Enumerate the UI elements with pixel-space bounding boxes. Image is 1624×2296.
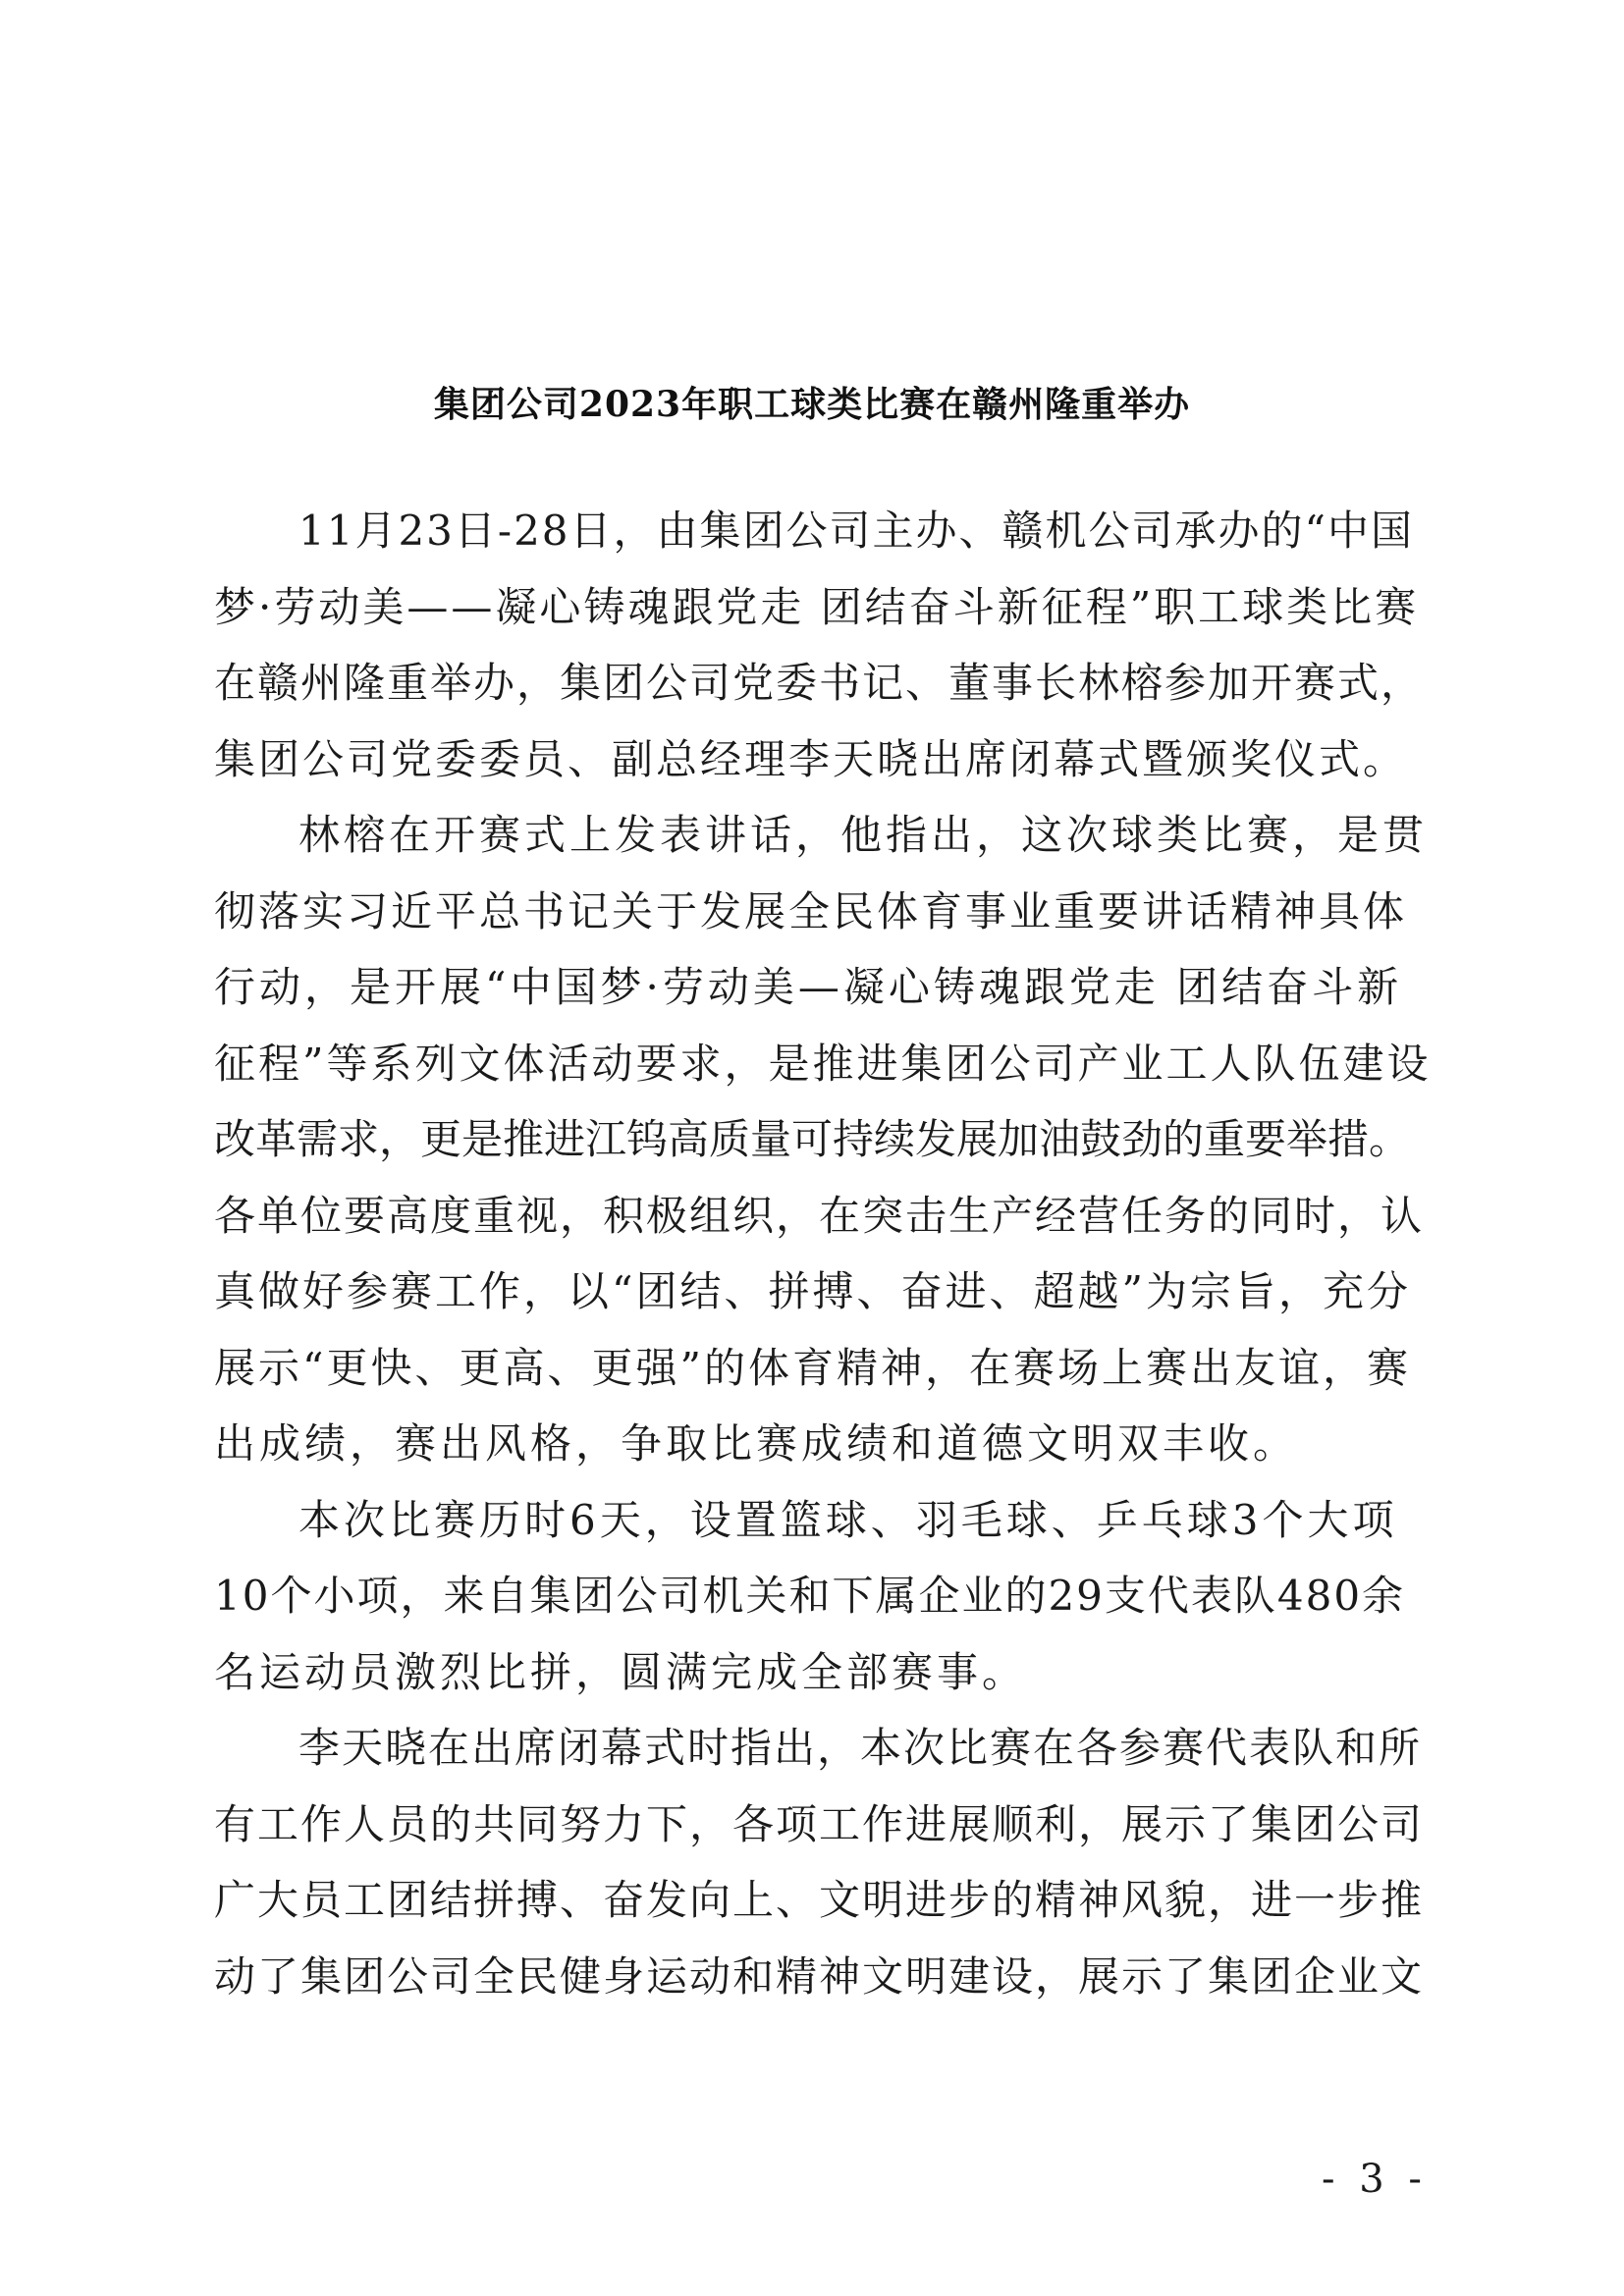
text-line: 广大员工团结拼搏、奋发向上、文明进步的精神风貌，进一步推 (214, 1876, 1425, 1924)
text-line: 征程”等系列文体活动要求，是推进集团公司产业工人队伍建设 (214, 1039, 1432, 1088)
document-title: 集团公司2023年职工球类比赛在赣州隆重举办 (433, 384, 1191, 425)
text-line: 出成绩，赛出风格，争取比赛成绩和道德文明双丰收。 (214, 1419, 1299, 1468)
text-line-paragraph-4-start: 李天晓在出席闭幕式时指出，本次比赛在各参赛代表队和所 (298, 1724, 1423, 1772)
text-line: 10个小项，来自集团公司机关和下属企业的29支代表队480余 (214, 1572, 1406, 1620)
text-line-paragraph-1-start: 11月23日-28日，由集团公司主办、赣机公司承办的“中国 (298, 507, 1414, 555)
text-line: 彻落实习近平总书记关于发展全民体育事业重要讲话精神具体 (214, 886, 1408, 935)
text-line: 名运动员激烈比拼，圆满完成全部赛事。 (214, 1647, 1028, 1696)
text-line-paragraph-2-start: 林榕在开赛式上发表讲话，他指出，这次球类比赛，是贯 (298, 811, 1429, 859)
text-line-paragraph-3-start: 本次比赛历时6天，设置篮球、羽毛球、乒乓球3个大项 (298, 1495, 1398, 1544)
text-line: 各单位要高度重视，积极组织，在突击生产经营任务的同时，认 (214, 1191, 1425, 1240)
text-line: 在赣州隆重举办，集团公司党委书记、董事长林榕参加开赛式， (214, 659, 1425, 707)
text-line: 真做好参赛工作，以“团结、拼搏、奋进、超越”为宗旨，充分 (214, 1267, 1411, 1315)
document-body (214, 493, 1432, 2014)
text-line: 梦·劳动美——凝心铸魂跟党走 团结奋斗新征程”职工球类比赛 (214, 582, 1420, 631)
text-line: 行动，是开展“中国梦·劳动美—凝心铸魂跟党走 团结奋斗新 (214, 963, 1403, 1011)
text-line: 改革需求，更是推进江钨高质量可持续发展加油鼓劲的重要举措。 (214, 1115, 1411, 1163)
page-number: - 3 - (1322, 2157, 1428, 2202)
text-line: 有工作人员的共同努力下，各项工作进展顺利，展示了集团公司 (214, 1799, 1425, 1848)
text-line: 动了集团公司全民健身运动和精神文明建设，展示了集团企业文 (214, 1951, 1425, 2001)
text-line: 展示“更快、更高、更强”的体育精神，在赛场上赛出友谊，赛 (214, 1343, 1411, 1392)
text-line: 集团公司党委委员、副总经理李天晓出席闭幕式暨颁奖仪式。 (214, 734, 1408, 783)
